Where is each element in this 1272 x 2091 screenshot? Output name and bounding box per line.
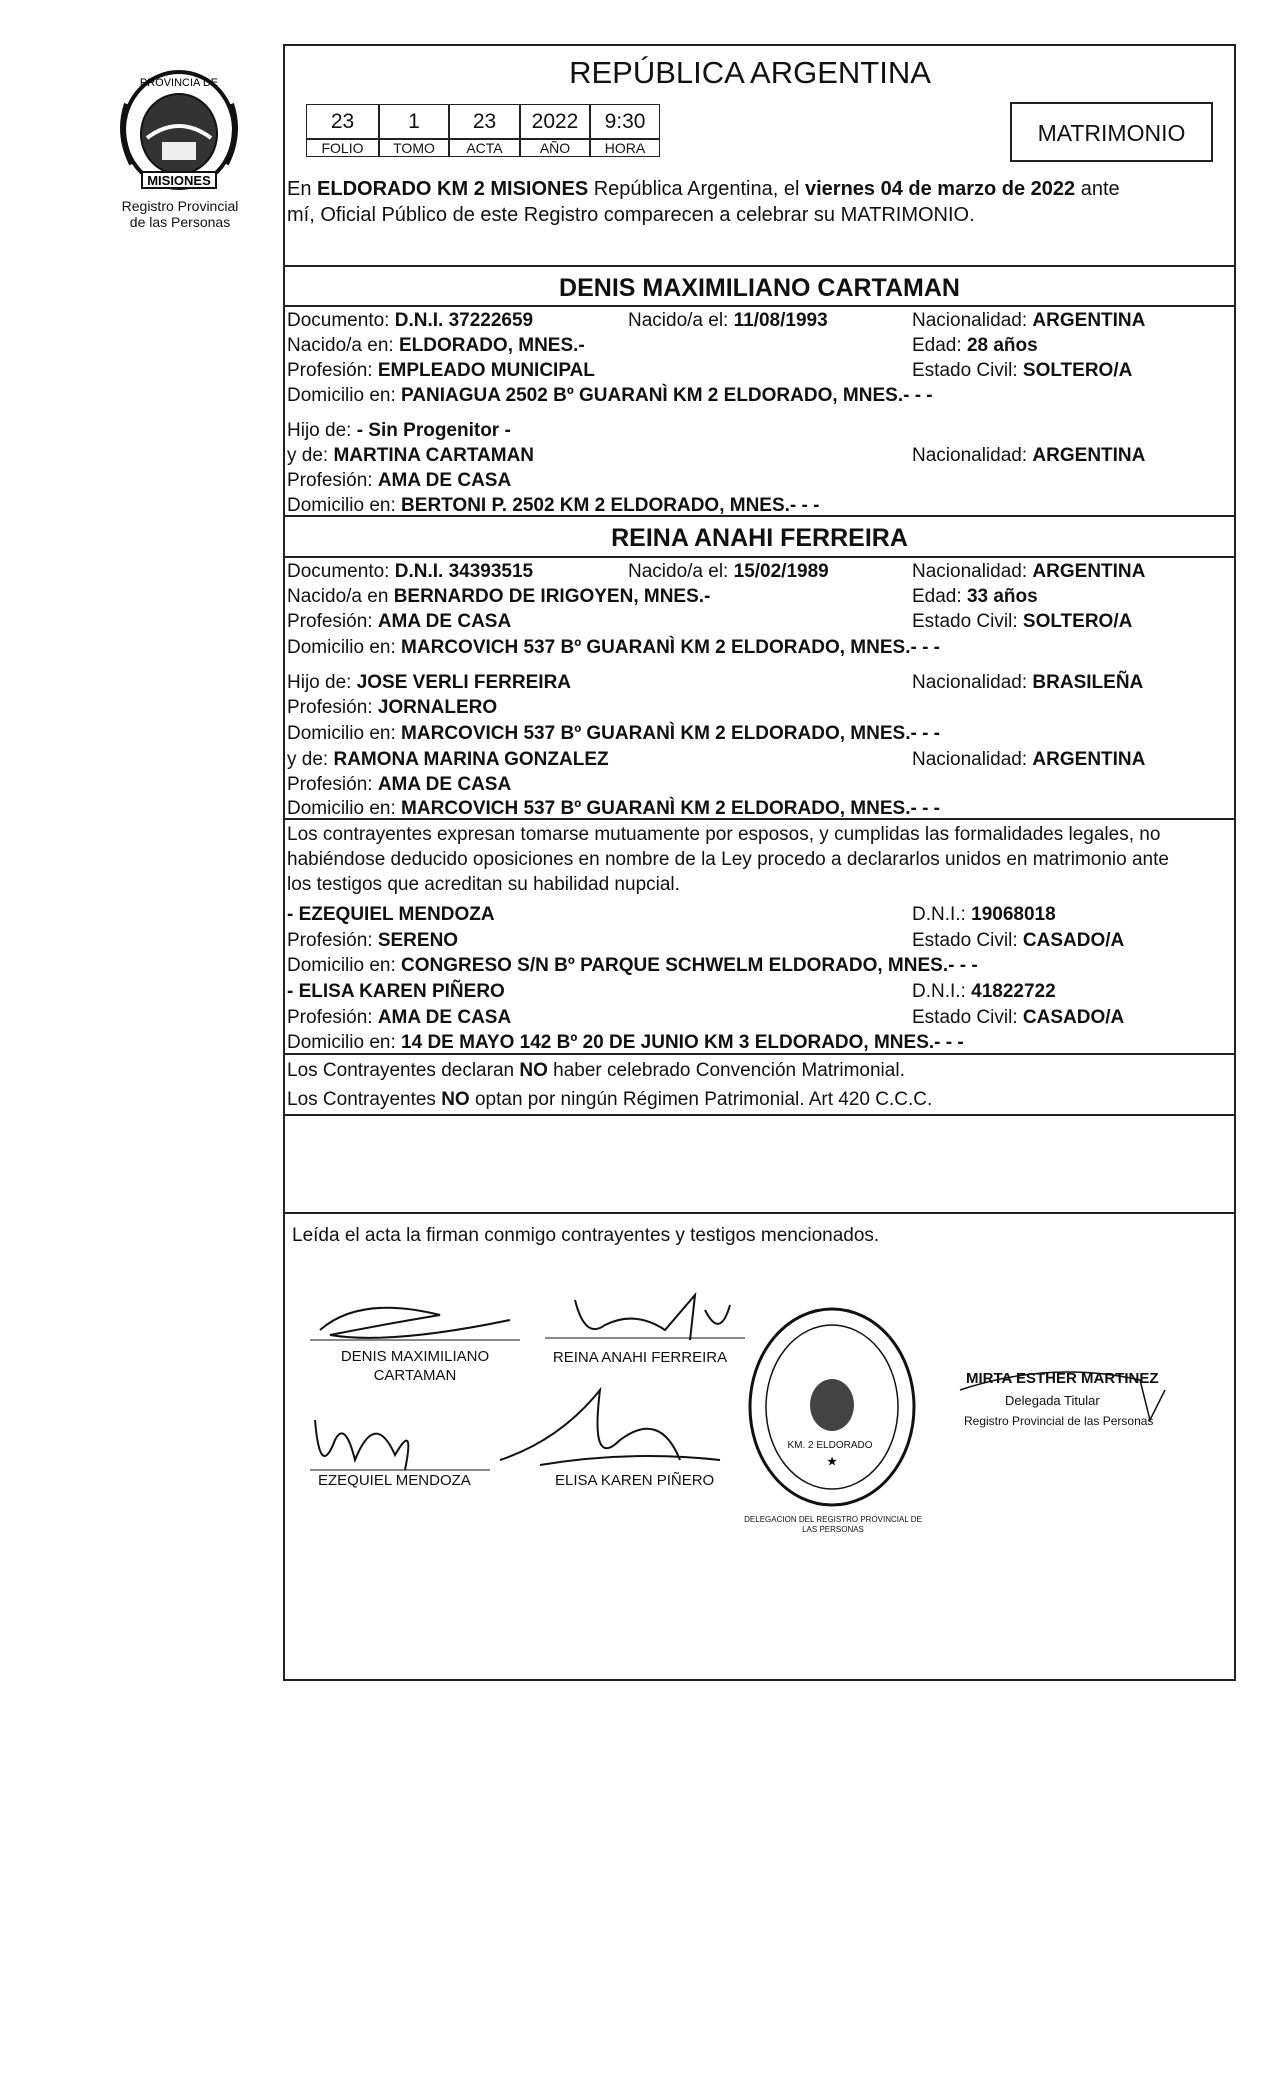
svg-text:★: ★ bbox=[827, 1456, 837, 1468]
act-type: MATRIMONIO bbox=[1037, 120, 1186, 146]
closing-text: Leída el acta la firman conmigo contrayentes y testigos mencionados. bbox=[292, 1225, 880, 1246]
signature-spouse2 bbox=[545, 1280, 745, 1350]
signature-witness2 bbox=[480, 1370, 730, 1480]
official-seal bbox=[745, 1305, 920, 1510]
svg-text:PROVINCIA DE: PROVINCIA DE bbox=[139, 77, 219, 89]
signature-spouse1 bbox=[300, 1285, 530, 1350]
country-title: REPÚBLICA ARGENTINA bbox=[569, 55, 931, 90]
intro-line2: mí, Oficial Público de este Registro comparecen a celebrar su MATRIMONIO. bbox=[287, 204, 975, 226]
svg-text:MISIONES: MISIONES bbox=[147, 173, 211, 188]
spouse1-name: DENIS MAXIMILIANO CARTAMAN bbox=[559, 274, 960, 302]
declaration: Los contrayentes expresan tomarse mutuamente por esposos, y cumplidas las formalidades legales, no habiéndose deducido oposiciones en nombre de la Ley procedo a declararlos unidos en matrimonio ante los testigos que acreditan su habilidad nupcial. bbox=[287, 824, 1169, 895]
official-name: MIRTA ESTHER MARTINEZ bbox=[966, 1370, 1159, 1387]
spouse2-name: REINA ANAHI FERREIRA bbox=[611, 524, 908, 552]
signature-official bbox=[950, 1350, 1170, 1430]
registry-name: Registro Provincial de las Personas bbox=[121, 198, 239, 230]
province-logo bbox=[112, 64, 246, 194]
signature-witness1 bbox=[305, 1400, 495, 1480]
intro-line1: En ELDORADO KM 2 MISIONES República Argentina, el viernes 04 de marzo de 2022 ante bbox=[287, 178, 1120, 200]
